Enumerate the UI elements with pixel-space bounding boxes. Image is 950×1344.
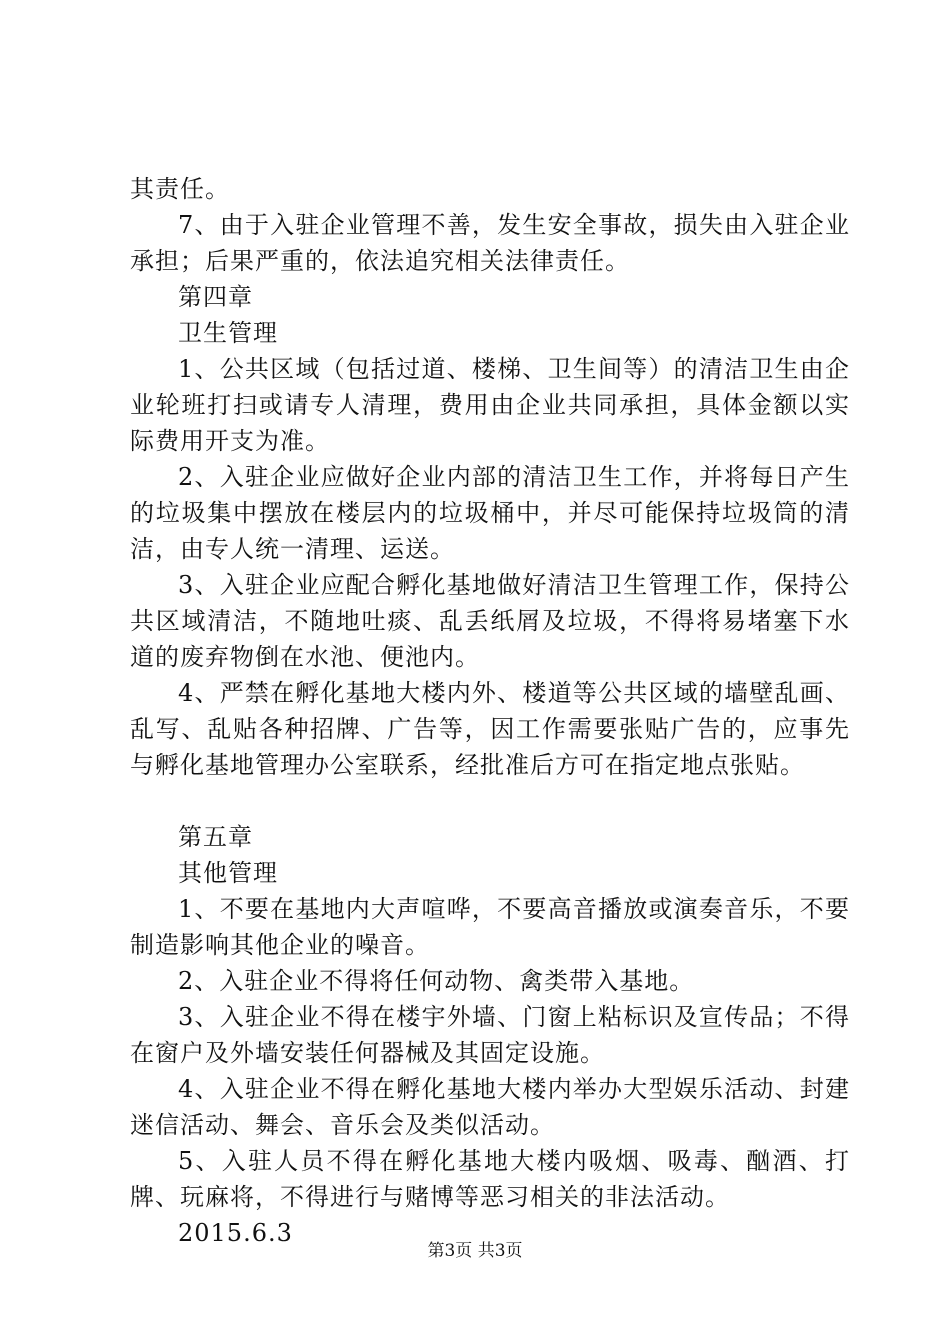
hygiene-clause-2: 2、入驻企业应做好企业内部的清洁卫生工作，并将每日产生的垃圾集中摆放在楼层内的垃圾桶中，并尽可能保持垃圾筒的清洁，由专人统一清理、运送。 — [130, 463, 850, 563]
document-body — [130, 171, 850, 1251]
other-clause-5: 5、入驻人员不得在孵化基地大楼内吸烟、吸毒、酗酒、打牌、玩麻将，不得进行与赌博等恶习相关的非法活动。 — [130, 1147, 850, 1211]
chapter-5-title: 其他管理 — [178, 859, 278, 887]
other-clause-2: 2、入驻企业不得将任何动物、禽类带入基地。 — [178, 967, 695, 995]
other-clause-1: 1、不要在基地内大声喧哗，不要高音播放或演奏音乐，不要制造影响其他企业的噪音。 — [130, 895, 850, 959]
clause-7: 7、由于入驻企业管理不善，发生安全事故，损失由入驻企业承担；后果严重的，依法追究相关法律责任。 — [130, 211, 850, 275]
page-footer: 第3页 共3页 — [427, 1241, 523, 1261]
document-date: 2015.6.3 — [178, 1219, 293, 1247]
other-clause-3: 3、入驻企业不得在楼宇外墙、门窗上粘标识及宣传品；不得在窗户及外墙安装任何器械及其固定设施。 — [130, 1003, 850, 1067]
hygiene-clause-4: 4、严禁在孵化基地大楼内外、楼道等公共区域的墙壁乱画、乱写、乱贴各种招牌、广告等，因工作需要张贴广告的，应事先与孵化基地管理办公室联系，经批准后方可在指定地点张贴。 — [130, 679, 850, 779]
chapter-5-heading: 第五章 — [178, 823, 253, 851]
hygiene-clause-1: 1、公共区域（包括过道、楼梯、卫生间等）的清洁卫生由企业轮班打扫或请专人清理，费用由企业共同承担，具体金额以实际费用开支为准。 — [130, 355, 850, 455]
other-clause-4: 4、入驻企业不得在孵化基地大楼内举办大型娱乐活动、封建迷信活动、舞会、音乐会及类似活动。 — [130, 1075, 850, 1139]
blank-line — [130, 783, 850, 819]
chapter-4-heading: 第四章 — [178, 283, 253, 311]
hygiene-clause-3: 3、入驻企业应配合孵化基地做好清洁卫生管理工作，保持公共区域清洁，不随地吐痰、乱丢纸屑及垃圾，不得将易堵塞下水道的废弃物倒在水池、便池内。 — [130, 571, 850, 671]
chapter-4-title: 卫生管理 — [178, 319, 278, 347]
paragraph-continuation: 其责任。 — [130, 175, 230, 203]
